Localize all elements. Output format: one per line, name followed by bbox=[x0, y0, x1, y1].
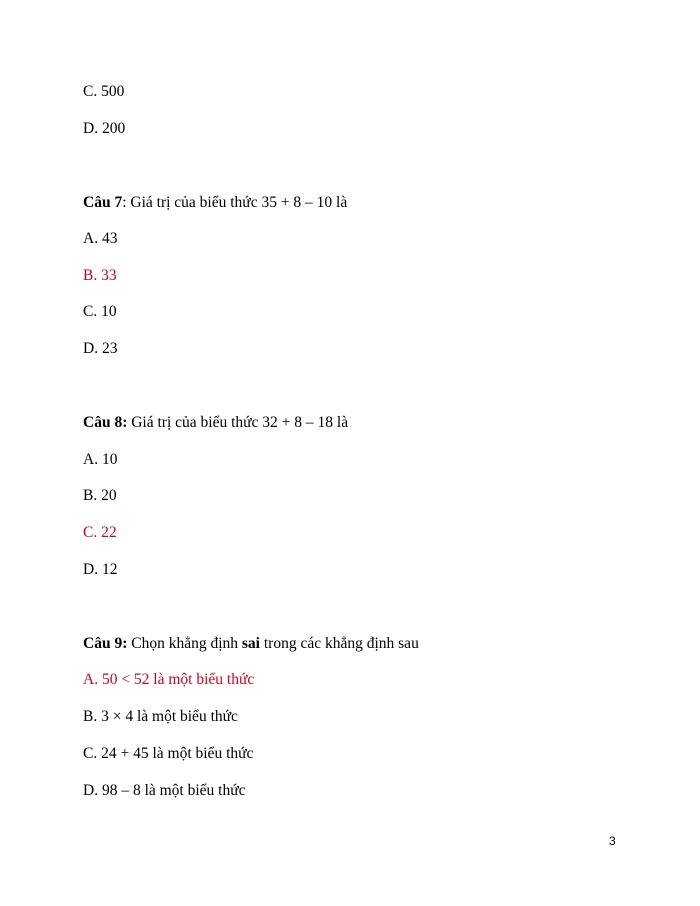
q8-option-b: B. 20 bbox=[83, 487, 117, 504]
question-8 bbox=[83, 413, 348, 433]
option-c-prev: C. 500 bbox=[83, 83, 125, 100]
option-d-prev: D. 200 bbox=[83, 120, 126, 137]
question-7-text: : Giá trị của biểu thức 35 + 8 – 10 là bbox=[122, 194, 348, 211]
q8-option-c-correct: C. 22 bbox=[83, 524, 117, 541]
q7-option-c: C. 10 bbox=[83, 303, 117, 320]
question-9-text-after: trong các khẳng định sau bbox=[259, 635, 419, 652]
q7-option-a: A. 43 bbox=[83, 230, 118, 247]
q9-option-b: B. 3 × 4 là một biểu thức bbox=[83, 708, 238, 725]
q7-option-b-correct: B. 33 bbox=[83, 267, 117, 284]
question-9-text-before: Chọn khẳng định bbox=[127, 635, 242, 652]
question-8-text: Giá trị của biểu thức 32 + 8 – 18 là bbox=[127, 414, 349, 431]
q9-option-c: C. 24 + 45 là một biểu thức bbox=[83, 745, 254, 762]
q8-option-d: D. 12 bbox=[83, 561, 118, 578]
question-7 bbox=[83, 193, 347, 213]
q8-option-a: A. 10 bbox=[83, 451, 118, 468]
question-9-label: Câu 9: bbox=[83, 635, 128, 652]
question-7-label: Câu 7 bbox=[83, 194, 123, 211]
question-9 bbox=[83, 634, 419, 654]
question-9-emphasis: sai bbox=[241, 635, 260, 652]
q9-option-a-correct: A. 50 < 52 là một biểu thức bbox=[83, 671, 255, 688]
q7-option-d: D. 23 bbox=[83, 340, 118, 357]
page-number: 3 bbox=[609, 834, 616, 848]
q9-option-d: D. 98 – 8 là một biểu thức bbox=[83, 782, 246, 799]
question-8-label: Câu 8: bbox=[83, 414, 128, 431]
